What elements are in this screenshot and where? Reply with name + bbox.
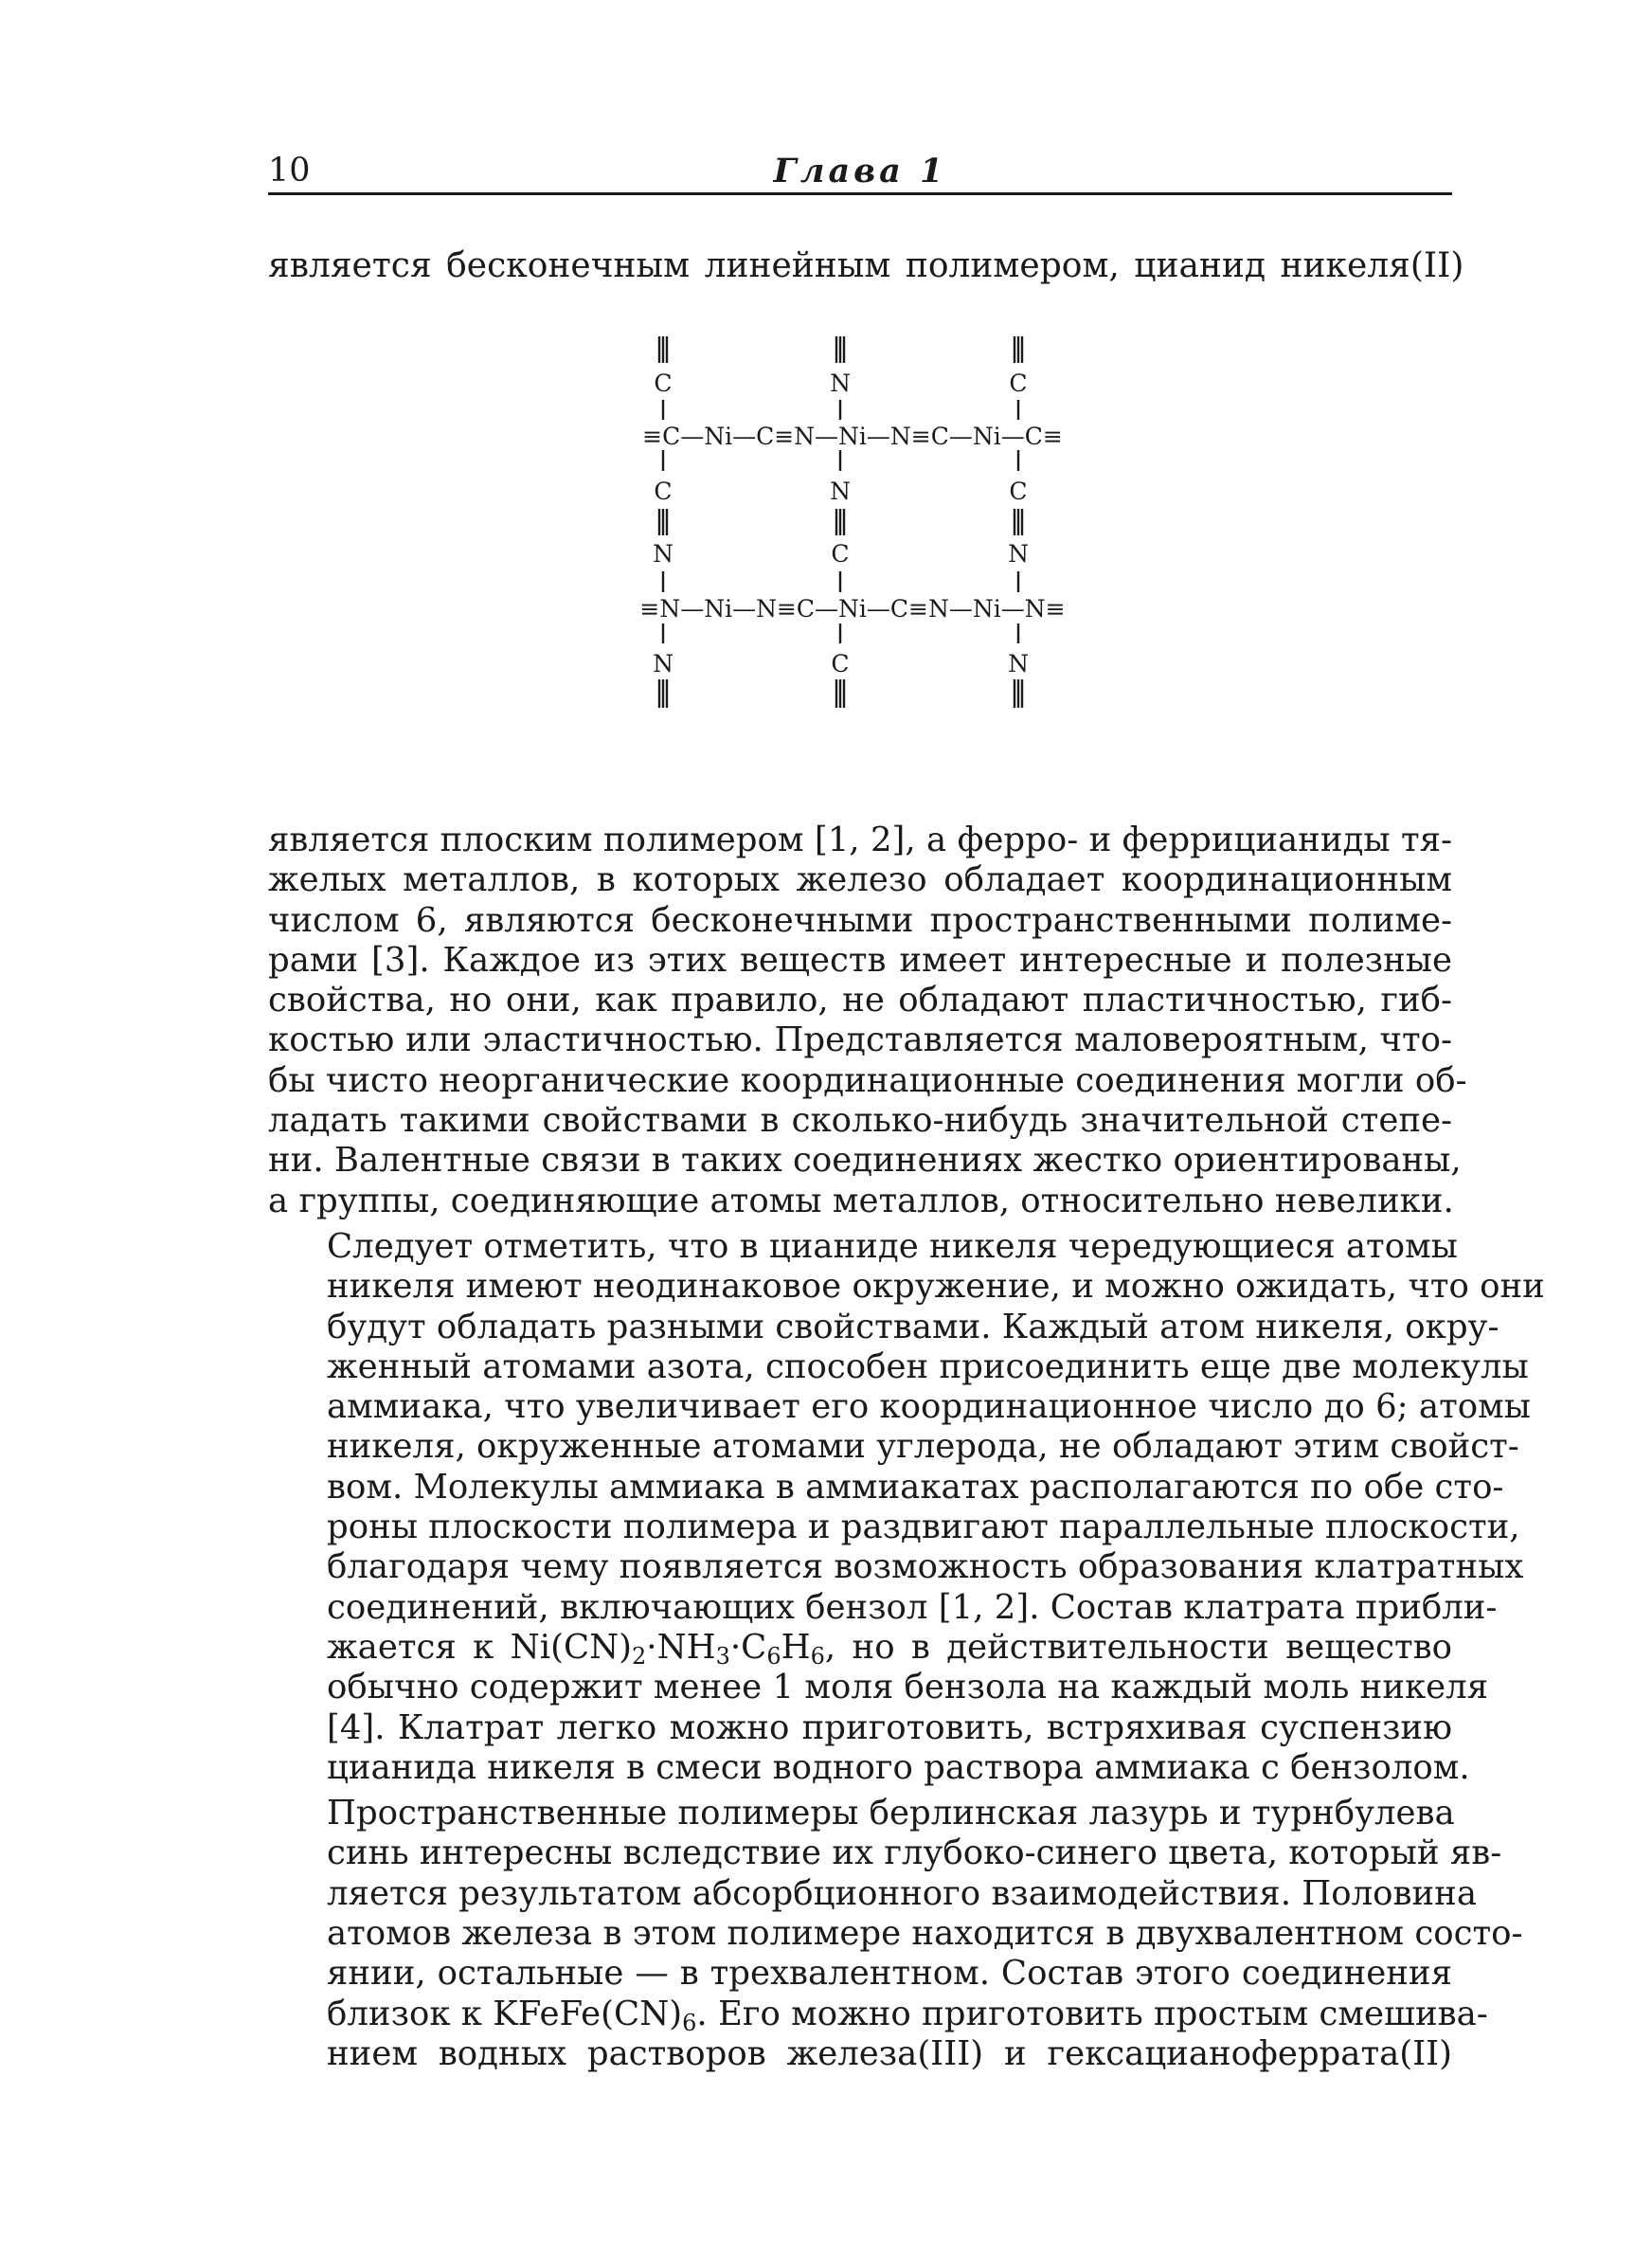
- page-number: 10: [268, 152, 311, 190]
- formula-atom: C: [654, 478, 673, 505]
- text-line: атомов железа в этом полимере находится в двухвалентном состо-: [327, 1914, 1523, 1954]
- text-line: [4]. Клатрат легко можно приготовить, встряхивая суспензию: [327, 1707, 1452, 1747]
- formula-atom: N: [1008, 650, 1029, 677]
- text-line: рами [3]. Каждое из этих веществ имеет интересные и полезные: [268, 940, 1452, 980]
- formula-part: ·NH: [646, 1627, 716, 1667]
- text-line: янии, остальные — в трехвалентном. Состав этого соединения: [327, 1954, 1452, 1994]
- intro-line: является бесконечным линейным полимером, цианид никеля(II): [268, 246, 1464, 285]
- formula-atom: N: [653, 540, 673, 568]
- text-line: Пространственные полимеры берлинская лазурь и турнбулева: [327, 1794, 1455, 1833]
- header-rule: [268, 192, 1452, 195]
- formula-subscript: 3: [715, 1642, 730, 1670]
- formula-part: ·C: [729, 1627, 767, 1667]
- text-line: роны плоскости полимера и раздвигают параллельные плоскости,: [327, 1508, 1520, 1547]
- formula-atom: N: [830, 370, 851, 397]
- formula-atom: C: [831, 540, 850, 568]
- formula-part: Ni(CN): [510, 1627, 633, 1667]
- formula-atom: C: [654, 370, 673, 397]
- formula-subscript: 6: [682, 2009, 697, 2036]
- text-line: соединений, включающих бензол [1, 2]. Состав клатрата прибли-: [327, 1587, 1498, 1627]
- nickel-cyanide-structure-formula: [549, 327, 1156, 725]
- text-line: свойства, но они, как правило, не обладают пластичностью, гиб-: [268, 981, 1452, 1020]
- formula-atom: C: [831, 650, 850, 677]
- text-line: женный атомами азота, способен присоединить еще две молекулы: [327, 1346, 1529, 1386]
- text-line: является плоским полимером [1, 2], а ферро- и феррицианиды тя-: [268, 821, 1452, 859]
- paragraph-1: [268, 821, 1467, 1221]
- text-line: костью или эластичностью. Представляется маловероятным, что-: [268, 1020, 1452, 1060]
- text-line: желых металлов, в которых железо обладает координационным: [268, 860, 1452, 900]
- formula-subscript: 6: [766, 1642, 781, 1670]
- text-line: ладать такими свойствами в сколько-нибудь значительной степе-: [268, 1101, 1452, 1141]
- text-line: ляется результатом абсорбционного взаимодействия. Половина: [327, 1873, 1477, 1913]
- text-line: никеля, окруженные атомами углерода, не обладают этим свойст-: [327, 1427, 1519, 1467]
- text-line: синь интересны вследствие их глубоко-синего цвета, который яв-: [327, 1833, 1502, 1873]
- text-line: вом. Молекулы аммиака в аммиакатах располагаются по обе сто-: [327, 1467, 1504, 1507]
- prussian-blue-formula-line: [268, 1994, 1488, 2036]
- text-line: благодаря чему появляется возможность образования клатратных: [327, 1547, 1524, 1587]
- formula-subscript: 6: [810, 1642, 825, 1670]
- text-line: ни. Валентные связи в таких соединениях жестко ориентированы,: [268, 1141, 1462, 1181]
- formula-line-prefix: близок к KFeFe(CN): [327, 1994, 683, 2033]
- ni-chain-row-1: ≡C—Ni—C≡N—Ni—N≡C—Ni—C≡: [642, 423, 1063, 450]
- clathrate-formula-line: [268, 1628, 1452, 1668]
- formula-atom: N: [830, 478, 851, 505]
- text-line: будут обладать разными свойствами. Каждый атом никеля, окру-: [327, 1307, 1499, 1346]
- paragraph-3: [268, 1794, 1523, 2074]
- ni-chain-row-2: ≡N—Ni—N≡C—Ni—C≡N—Ni—N≡: [639, 595, 1066, 623]
- running-header: [268, 152, 1452, 190]
- paragraph-2: [268, 1226, 1545, 1788]
- text-line: никеля имеют неодинаковое окружение, и можно ожидать, что они: [327, 1267, 1545, 1307]
- formula-line-suffix: , но в действительности вещество: [824, 1627, 1452, 1667]
- formula-atom: N: [653, 650, 673, 677]
- formula-subscript: 2: [632, 1642, 647, 1670]
- formula-atom: N: [1008, 540, 1029, 568]
- text-line: а группы, соединяющие атомы металлов, относительно невелики.: [268, 1181, 1454, 1220]
- formula-line-prefix: жается к: [327, 1627, 511, 1667]
- formula-atom: C: [1009, 478, 1028, 505]
- text-line: бы чисто неорганические координационные соединения могли об-: [268, 1060, 1467, 1100]
- formula-line-suffix: . Его можно приготовить простым смешива-: [696, 1994, 1488, 2033]
- chapter-title: Глава 1: [773, 152, 947, 190]
- text-line: числом 6, являются бесконечными пространственными полиме-: [268, 900, 1452, 940]
- body-text: [268, 821, 1545, 2074]
- text-line: цианида никеля в смеси водного раствора аммиака с бензолом.: [327, 1747, 1470, 1787]
- text-line: Следует отметить, что в цианиде никеля чередующиеся атомы: [327, 1226, 1458, 1266]
- formula-atom: C: [1009, 370, 1028, 397]
- text-line: нием водных растворов железа(III) и гексацианоферрата(II): [327, 2033, 1452, 2073]
- text-line: аммиака, что увеличивает его координационное число до 6; атомы: [327, 1387, 1531, 1427]
- formula-part: H: [781, 1627, 811, 1667]
- text-line: обычно содержит менее 1 моля бензола на каждый моль никеля: [327, 1668, 1489, 1707]
